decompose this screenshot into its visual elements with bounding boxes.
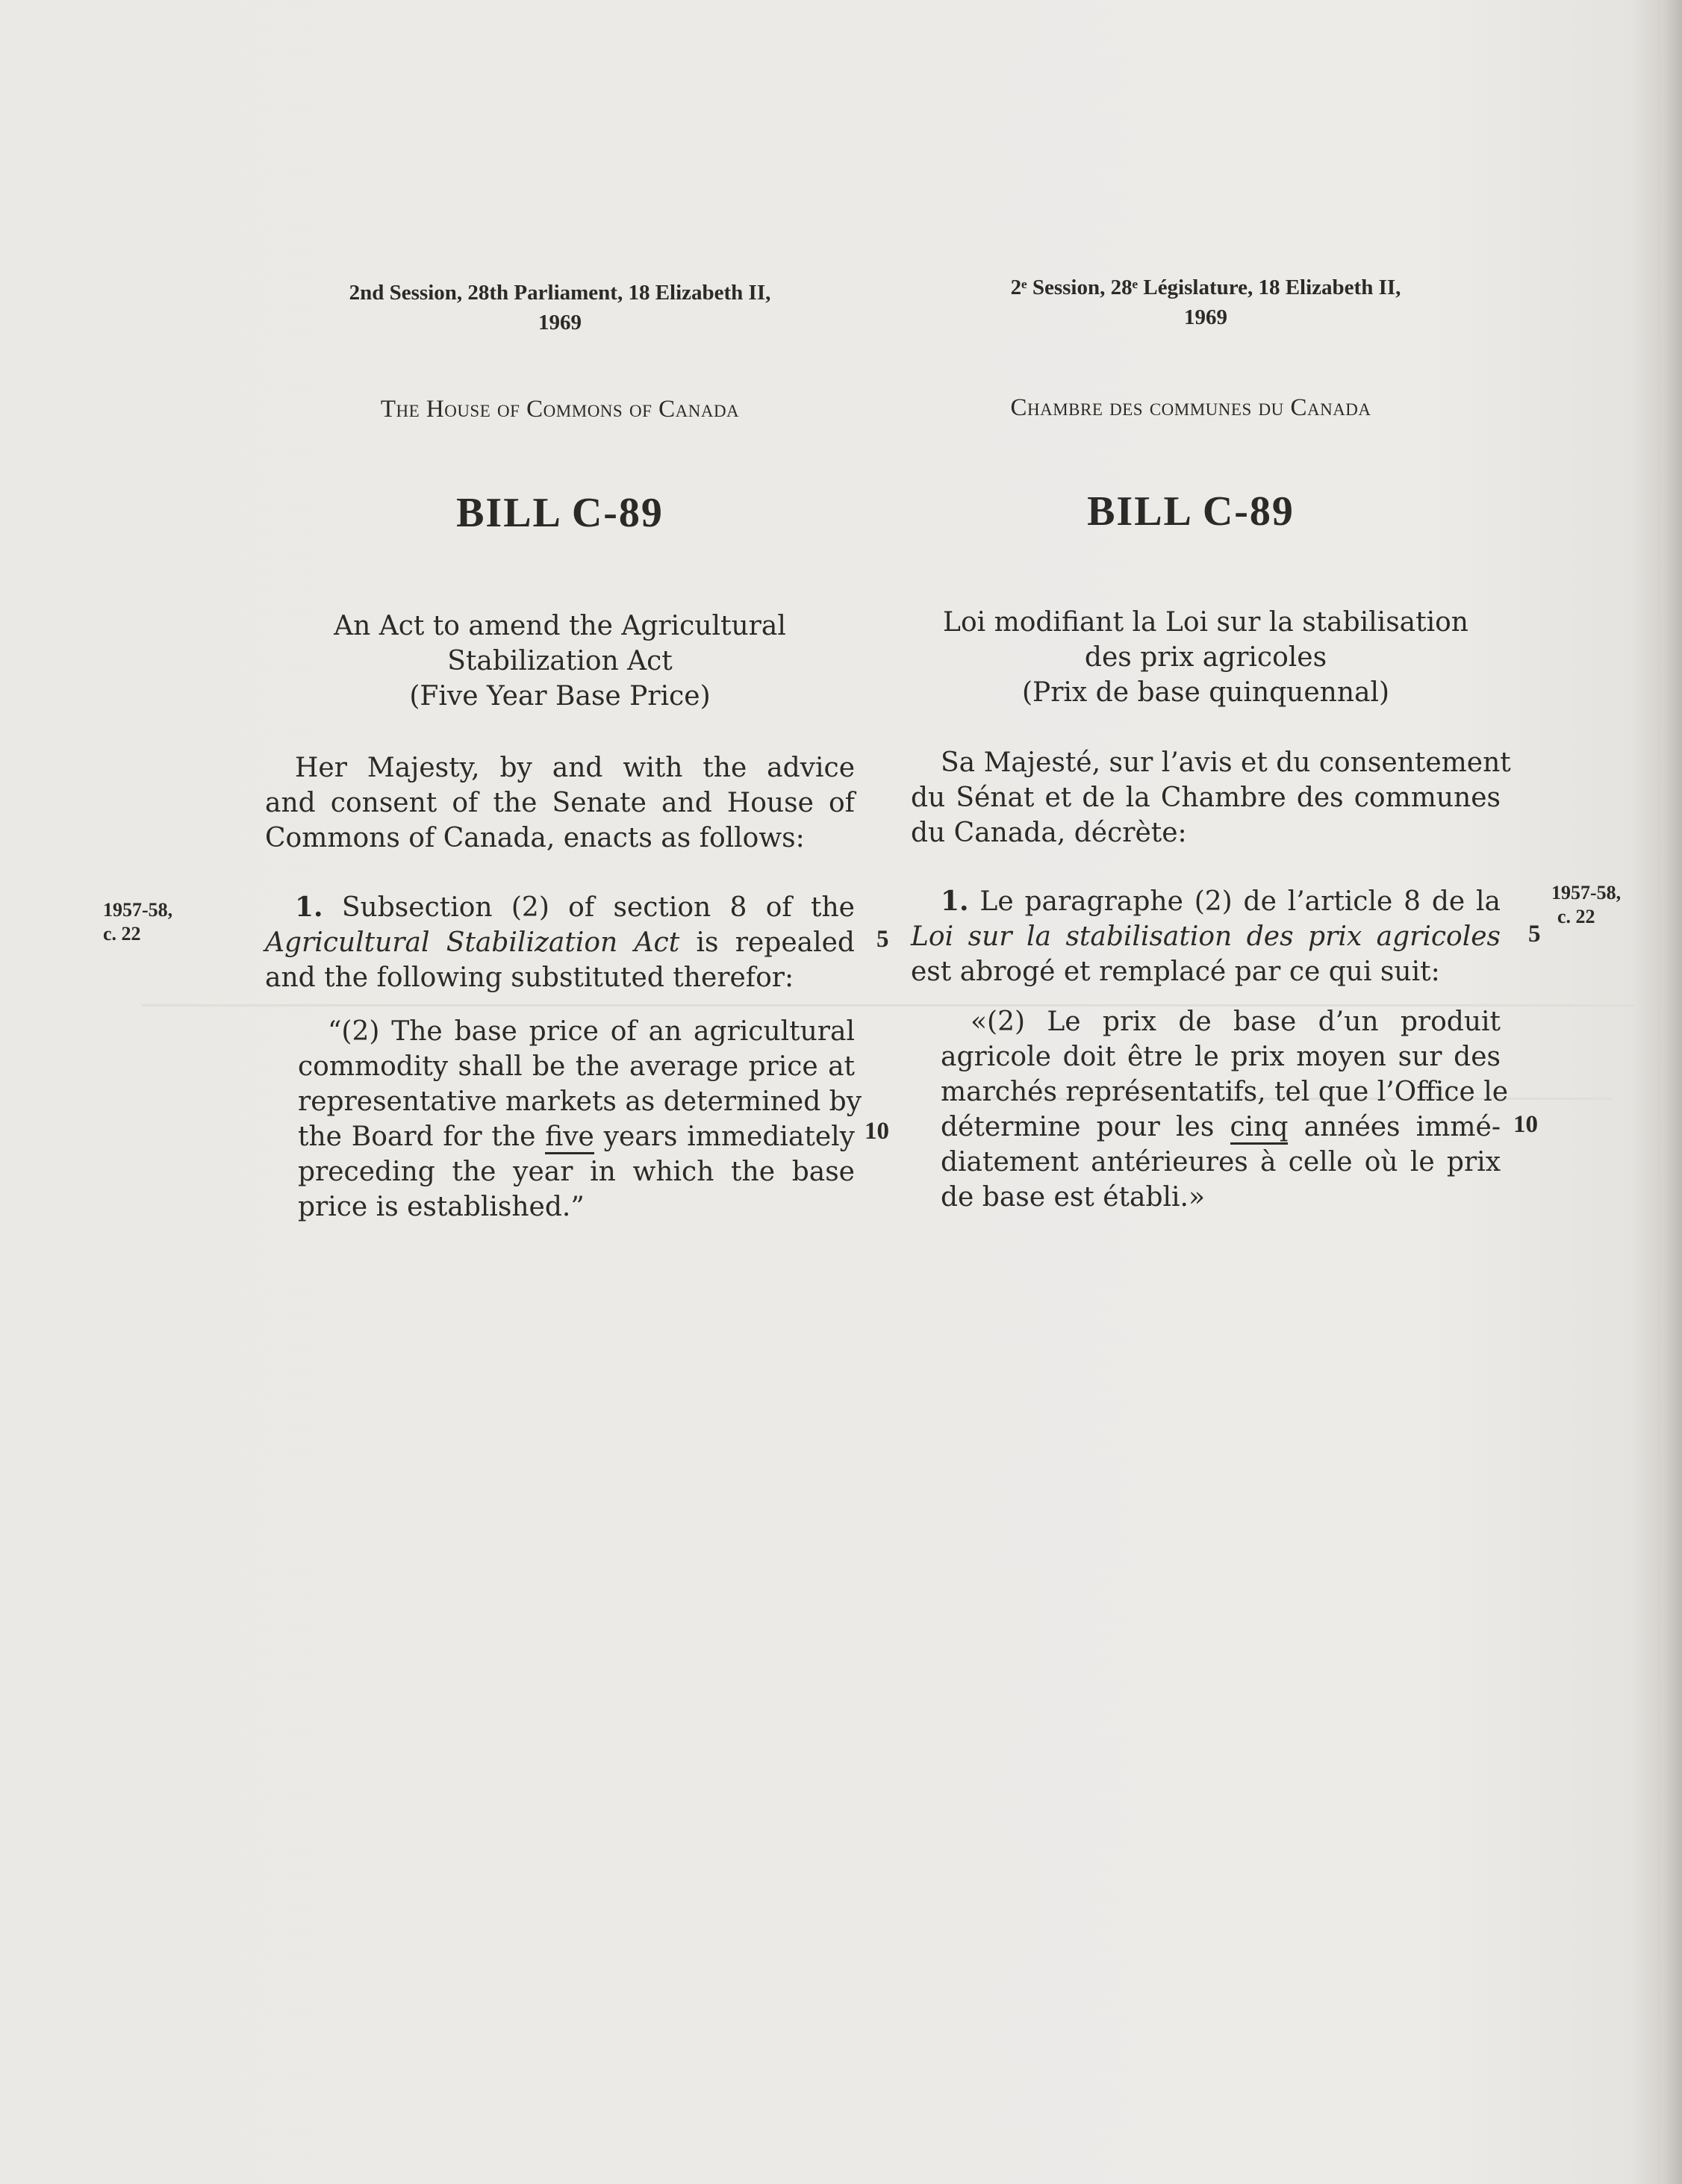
section-text: Le paragraphe (2) de l’article 8 de la	[968, 886, 1501, 917]
citation-line: c. 22	[1557, 906, 1595, 927]
act-title-line: Stabilization Act	[447, 646, 673, 676]
text-line	[298, 1119, 855, 1154]
text-line: de base est établi.»	[941, 1182, 1205, 1213]
line-number-10: 10	[865, 1118, 889, 1145]
session-year: 1969	[538, 311, 582, 335]
statute-name: Agricultural Stabilization Act	[265, 927, 680, 958]
session-line: 2nd Session, 28th Parliament, 18 Elizabeth II,	[349, 281, 771, 305]
quoted-subsection	[941, 1004, 1509, 1215]
section-1	[265, 890, 855, 995]
text-line	[265, 925, 855, 960]
text-line	[911, 884, 1501, 919]
section-text: Subsection (2) of section 8 of the	[323, 892, 855, 923]
section-text: is repealed	[679, 927, 855, 958]
text-line: representative markets as determined by	[298, 1086, 862, 1117]
citation-line: c. 22	[103, 923, 141, 945]
text-line: Her Majesty, by and with the advice	[295, 753, 855, 783]
bill-number: BILL C-89	[456, 490, 664, 536]
act-title-line: des prix agricoles	[1084, 642, 1327, 673]
citation-line: 1957-58,	[103, 899, 173, 921]
text-line: Sa Majesté, sur l’avis et du consentement	[941, 747, 1511, 778]
act-title-line: (Prix de base quinquennal)	[1021, 677, 1390, 708]
citation-line: 1957-58,	[1551, 882, 1622, 903]
section-number: 1.	[941, 886, 969, 917]
text-line: and consent of the Senate and House of	[265, 788, 855, 818]
text-line: preceding the year in which the base	[298, 1157, 855, 1187]
statute-name: Loi sur la stabilisation des prix agricoles	[911, 921, 1501, 952]
text-line: Commons of Canada, enacts as follows:	[265, 823, 805, 853]
underlined-word: cinq	[1230, 1112, 1289, 1145]
house-heading: The House of Commons of Canada	[380, 396, 740, 423]
text-fragment: years immediately	[594, 1121, 855, 1152]
session-heading	[265, 278, 855, 337]
text-line: and the following substituted therefor:	[265, 962, 794, 993]
session-line: 2ᵉ Session, 28ᵉ Législature, 18 Elizabeth II,	[1010, 276, 1401, 299]
act-title-line: (Five Year Base Price)	[409, 681, 711, 712]
text-line: diatement antérieures à celle où le prix	[941, 1147, 1501, 1177]
text-line	[265, 890, 855, 925]
bill-number: BILL C-89	[1087, 488, 1295, 535]
text-line: “(2) The base price of an agricultural	[328, 1016, 855, 1047]
section-1	[911, 884, 1501, 989]
text-line: agricole doit être le prix moyen sur des	[941, 1042, 1501, 1072]
text-line: du Sénat et de la Chambre des communes	[911, 783, 1501, 813]
line-number-10: 10	[1513, 1111, 1538, 1138]
text-line: du Canada, décrète:	[911, 818, 1187, 848]
text-line: commodity shall be the average price at	[298, 1051, 855, 1082]
act-title-line: An Act to amend the Agricultural	[334, 611, 786, 641]
quoted-subsection	[298, 1014, 862, 1225]
text-fragment: the Board for the	[298, 1121, 546, 1152]
text-fragment: années immé-	[1288, 1112, 1501, 1142]
page-edge-shadow	[1661, 0, 1682, 2184]
text-line	[911, 919, 1501, 954]
text-line	[941, 1110, 1501, 1145]
session-heading	[911, 273, 1501, 332]
line-number-5: 5	[1528, 921, 1541, 948]
section-number: 1.	[295, 892, 323, 923]
line-number-5: 5	[876, 926, 889, 953]
margin-citation	[103, 898, 172, 946]
house-heading: Chambre des communes du Canada	[1010, 394, 1371, 421]
text-line: price is established.”	[298, 1192, 585, 1222]
enacting-clause	[265, 750, 855, 856]
text-line: est abrogé et remplacé par ce qui suit:	[911, 956, 1440, 987]
text-fragment: détermine pour les	[941, 1112, 1230, 1142]
act-title	[911, 605, 1501, 710]
act-title	[265, 609, 855, 714]
text-line: marchés représentatifs, tel que l’Office le	[941, 1077, 1509, 1107]
underlined-word: five	[545, 1121, 594, 1154]
act-title-line: Loi modifiant la Loi sur la stabilisation	[943, 607, 1468, 638]
session-year: 1969	[1184, 305, 1227, 329]
enacting-clause	[911, 745, 1511, 850]
text-line: «(2) Le prix de base d’un produit	[971, 1007, 1501, 1037]
margin-citation	[1551, 881, 1621, 929]
